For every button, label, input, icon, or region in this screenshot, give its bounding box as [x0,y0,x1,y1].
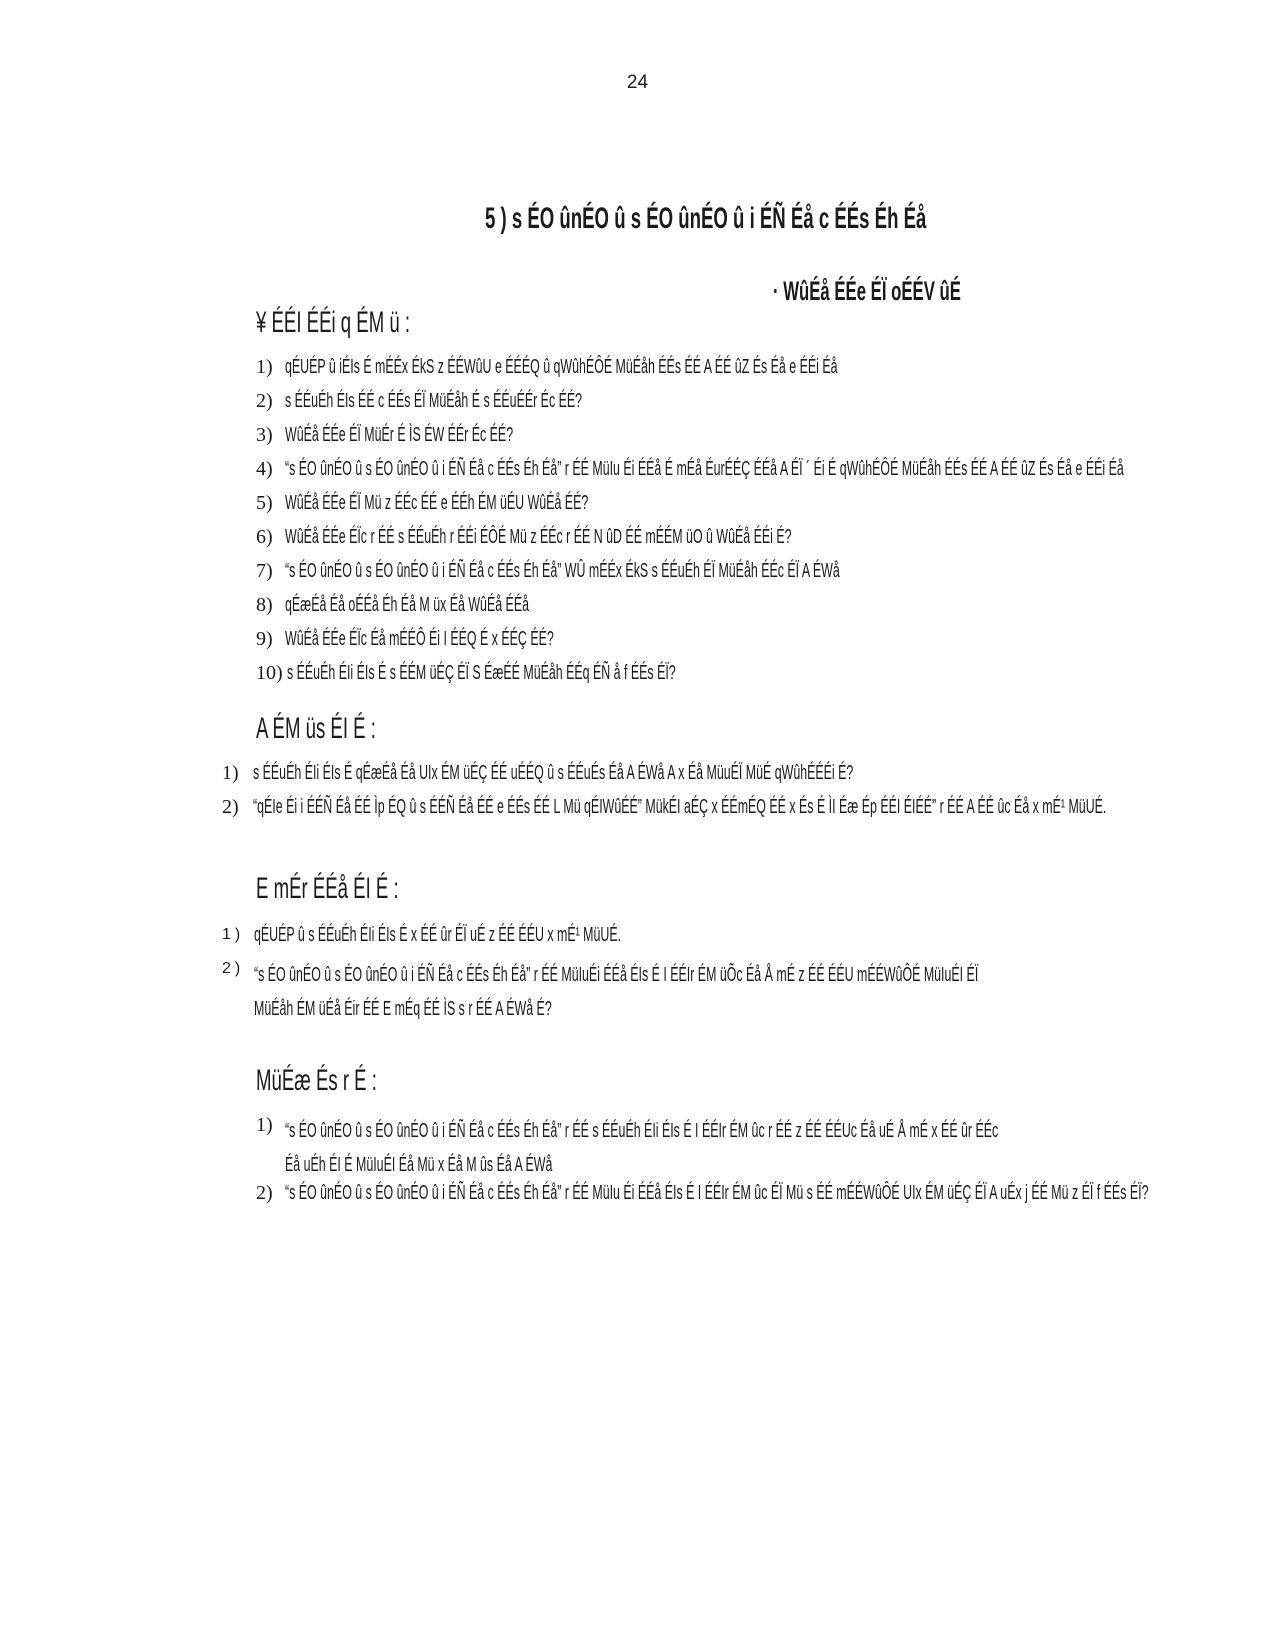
poem-title [485,202,1197,236]
item-text: WûÉå ÉÉe ÉÏ MüÉr É ÌS ÉW ÉÉr Éc ÉÉ? [284,424,513,446]
section-heading-4-text: MüÉæ És r É : [256,1064,377,1097]
item-text: s ÉÉuÉh ÉIi ÉIs É s ÉÉM üÉÇ ÉÏ S ÉæÉÉ MüÉåh ÉÉq ÉÑ å f ÉÉs ÉÏ? [286,662,676,684]
item-number: 3) [256,424,273,446]
item-text: WûÉå ÉÉe ÉÏc Éå mÉÉÔ Éi I ÉÉQ É x ÉÉÇ ÉÉ? [284,628,554,650]
item-number: 2) [222,960,245,977]
item-number: 10) [256,662,283,684]
section-heading-4 [256,1064,451,1098]
list-item [222,924,846,946]
item-number: 7) [256,560,273,582]
item-text: “s ÉO ûnÉO û s ÉO ûnÉO û i ÉÑ Éå c ÉÉs Éh Éå” r ÉÉ MüIu Éi ÉÉå É mÉå ÉurÉÉÇ ÉÉå A ÉÏ ´ Éi É qWûhÉÔÉ MüÉåh ÉÉs ÉÉ A ÉÉ ûZ És Éå e ÉÉi Éå [284,458,1124,480]
item-number: 1) [222,762,239,784]
item-text: s ÉÉuÉh ÉIi ÉIs É qÉæÉå Éå UIx ÉM üÉÇ ÉÉ uÉÉQ û s ÉÉuÉs Éå A ÉWå A x Éå MüuÉÏ MüÉ qWûhÉÉÉi É? [252,762,853,784]
list-item [256,1182,1275,1204]
poem-title-text: 5 ) s ÉO ûnÉO û s ÉO ûnÉO û i ÉÑ Éå c ÉÉs Éh Éå [485,202,927,235]
item-number: 5) [256,492,273,514]
page-number: 24 [626,72,649,93]
section-heading-1 [256,306,504,340]
list-item [256,424,653,446]
item-number: 1) [256,356,273,378]
item-text: “s ÉO ûnÉO û s ÉO ûnÉO û i ÉÑ Éå c ÉÉs Éh Éå” r ÉÉ MüIu Éi ÉÉå ÉIs É I ÉÉIr ÉM ûc ÉÏ Mü s ÉÉ mÉÉWûÔÉ UIx ÉM üÉÇ ÉÏ A uÉx j ÉÉ Mü z ÉÏ f ÉÉs ÉÏ? [284,1182,1149,1204]
item-number: 4) [256,458,273,480]
item-number: 6) [256,526,273,548]
list-item [222,796,1275,818]
item-number: 1) [222,926,245,943]
item-text: “qÉIe Éi i ÉÉÑ Éå ÉÉ Ìp ÉQ û s ÉÉÑ Éå ÉÉ e ÉÉs ÉÉ L Mü qÉIWûÉÉ” MükÉI aÉÇ x ÉÉmÉQ ÉÉ x És É ÌI Éæ Ép ÉÉI ÉIÉÉ” r ÉÉ A ÉÉ ûc Éå x mÉ¹ MüUÉ. [252,796,1107,818]
item-number: 2) [222,796,239,818]
item-text: WûÉå ÉÉe ÉÏc r ÉÉ s ÉÉuÉh r ÉÉi ÉÔÉ Mü z ÉÉc r ÉÉ N ûD ÉÉ mÉÉM üO û WûÉå ÉÉi É? [284,526,792,548]
item-text: qÉæÉå Éå oÉÉå Éh Éå M üx Éå WûÉå ÉÉå [284,594,529,616]
item-text: WûÉå ÉÉe ÉÏ Mü z ÉÉc ÉÉ e ÉÉh ÉM üÉU WûÉå ÉÉ? [284,492,588,514]
poet-name-text: · WûÉå ÉÉe ÉÏ oÉÉV ûÉ [773,276,961,306]
list-item [222,958,1275,1026]
list-item [256,356,1176,378]
list-item [256,628,718,650]
list-item [256,662,914,684]
item-text: qÉUÉP û s ÉÉuÉh ÉIi ÉIs É x ÉÉ ûr ÉÏ uÉ z ÉÉ ÉÉU x mÉ¹ MüUÉ. [254,924,622,946]
item-number: 9) [256,628,273,650]
section-heading-3-text: E mÉr ÉÉå ÉI É : [256,872,399,905]
section-heading-1-text: ¥ ÉÉI ÉÉi q ÉM ü : [256,306,411,339]
item-text: qÉUÉP û iÉIs É mÉÉx ÉkS z ÉÉWûU e ÉÉÉQ û qWûhÉÔÉ MüÉåh ÉÉs ÉÉ A ÉÉ ûZ És Éå e ÉÉi Éå [284,356,838,378]
list-item [256,594,678,616]
list-item [256,492,774,514]
item-number: 2) [256,390,273,412]
list-item [256,458,1275,480]
item-text: “s ÉO ûnÉO û s ÉO ûnÉO û i ÉÑ Éå c ÉÉs Éh Éå” r ÉÉ MüIuÉi ÉÉå ÉIs É I ÉÉIr ÉM üÕc Éå Å mÉ z ÉÉ ÉÉU mÉÉWûÔÉ MüIuÉI ÉÏ MüÉåh ÉM üÉå Éir ÉÉ E mÉq ÉÉ ÌS s r ÉÉ A ÉWå É? [254,964,979,1020]
item-number: 1) [256,1114,273,1136]
item-number: 2) [256,1182,273,1204]
list-item [256,560,1179,582]
section-heading-2 [256,712,449,746]
list-item [256,1114,1275,1182]
item-text: “s ÉO ûnÉO û s ÉO ûnÉO û i ÉÑ Éå c ÉÉs Éh Éå” r ÉÉ s ÉÉuÉh ÉIi ÉIs É I ÉÉIr ÉM ûc r ÉÉ z ÉÉ ÉÉUc Éå uÉ Å mÉ x ÉÉ ûr ÉÉc Éå uÉh ÉI É MüIuÉI Éå Mü x Éå M ûs Éå A ÉWå [284,1120,998,1176]
section-heading-3 [256,872,486,906]
poet-name [773,276,1076,307]
list-item [256,390,764,412]
section-heading-2-text: A ÉM üs ÉI É : [256,712,376,745]
list-item [222,762,1221,784]
list-item [256,526,1102,548]
item-text: s ÉÉuÉh ÉIs ÉÉ c ÉÉs ÉÏ MüÉåh É s ÉÉuÉÉr Éc ÉÉ? [284,390,582,412]
item-text: “s ÉO ûnÉO û s ÉO ûnÉO û i ÉÑ Éå c ÉÉs Éh Éå” WÛ mÉÉx ÉkS s ÉÉuÉh ÉÏ MüÉåh ÉÉc ÉÏ A ÉWå [284,560,840,582]
item-number: 8) [256,594,273,616]
